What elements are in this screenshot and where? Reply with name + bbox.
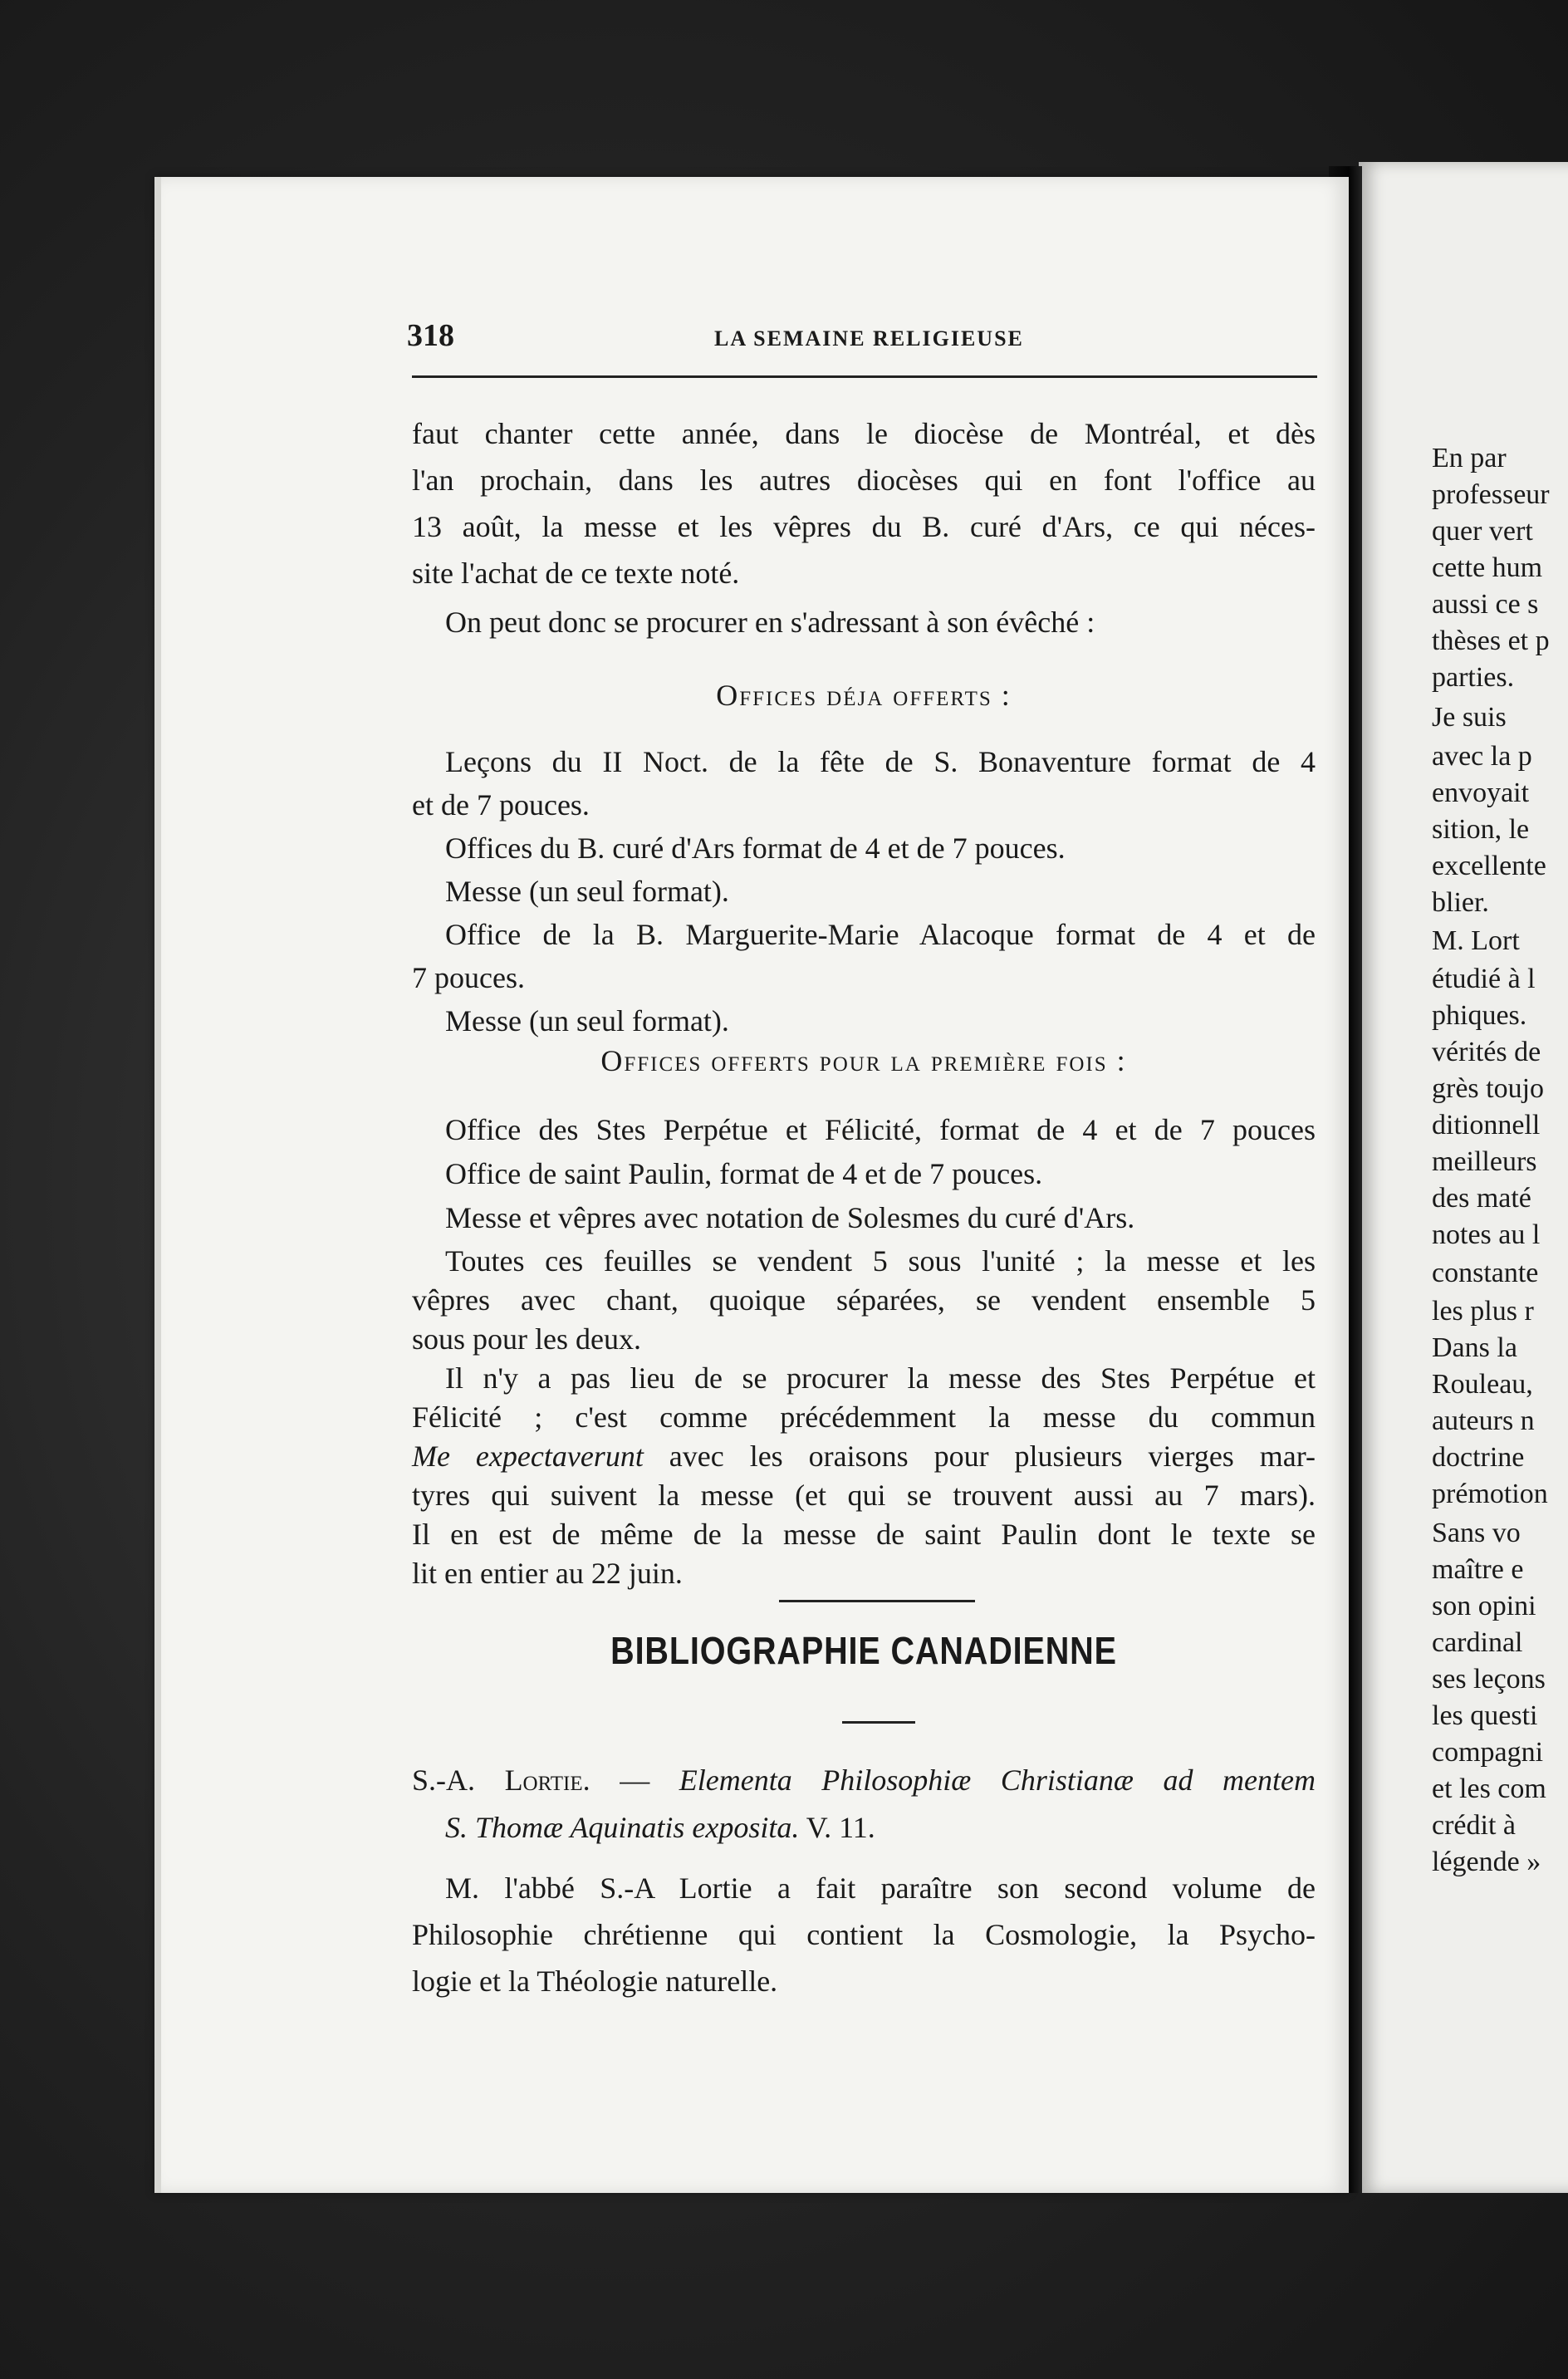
text-line: faut chanter cette année, dans le diocèse de Montréal, et dès	[412, 417, 1316, 450]
text-line: Philosophie chrétienne qui contient la Cosmologie, la Psycho-	[412, 1918, 1316, 1951]
right-page-fragment: Je suis	[1432, 702, 1507, 733]
right-page-fragment: compagni	[1432, 1736, 1544, 1768]
right-page-fragment: étudié à l	[1432, 964, 1536, 994]
right-page-fragment: cette hum	[1432, 552, 1543, 583]
right-page-fragment: Sans vo	[1432, 1517, 1521, 1548]
right-page-fragment: crédit à	[1432, 1809, 1516, 1841]
work-title: Elementa Philosophiæ Christianæ ad mentem	[679, 1763, 1316, 1797]
running-title: LA SEMAINE RELIGIEUSE	[714, 326, 1024, 351]
right-page-fragment: des maté	[1432, 1183, 1531, 1214]
right-page-fragment: vérités de	[1432, 1037, 1541, 1067]
text-line: Leçons du II Noct. de la fête de S. Bonaventure format de 4	[445, 745, 1316, 778]
text-line: vêpres avec chant, quoique séparées, se vendent ensemble 5	[412, 1283, 1316, 1317]
text-line: Toutes ces feuilles se vendent 5 sous l'unité ; la messe et les	[445, 1244, 1316, 1278]
right-page-fragment: aussi ce s	[1432, 589, 1539, 620]
right-page-fragment: meilleurs	[1432, 1146, 1537, 1177]
right-page-fragment: En par	[1432, 443, 1507, 473]
right-page-fragment: ses leçons	[1432, 1663, 1546, 1695]
text-line: Messe et vêpres avec notation de Solesmes du curé d'Ars.	[445, 1201, 1135, 1234]
right-page-fragment: les plus r	[1432, 1296, 1534, 1327]
text-line: tyres qui suivent la messe (et qui se trouvent aussi au 7 mars).	[412, 1479, 1316, 1512]
right-page-fragment: sition, le	[1432, 813, 1530, 845]
text-line: Offices du B. curé d'Ars format de 4 et de 7 pouces.	[445, 831, 1066, 865]
right-page-fragment: avec la p	[1432, 740, 1532, 772]
section-heading-new: Offices offerts pour la première fois :	[600, 1044, 1127, 1077]
page-number: 318	[407, 318, 454, 353]
right-page-fragment: prémotion	[1432, 1479, 1548, 1510]
text-line: Messe (un seul format).	[445, 875, 729, 908]
right-page-fragment: Rouleau,	[1432, 1369, 1533, 1400]
right-page-fragment: les questi	[1432, 1700, 1538, 1731]
right-page-fragment: parties.	[1432, 662, 1515, 693]
right-page-fragment: notes au l	[1432, 1219, 1541, 1250]
right-page-fragment: maître e	[1432, 1553, 1524, 1585]
text-line: Office de la B. Marguerite-Marie Alacoque format de 4 et de	[445, 918, 1316, 951]
right-page-fragment: thèses et p	[1432, 625, 1550, 656]
section-heading-offered: Offices déja offerts :	[716, 679, 1012, 712]
bibliography-entry-line	[412, 1759, 1316, 1801]
text-line: M. l'abbé S.-A Lortie a fait paraître son second volume de	[445, 1871, 1316, 1905]
right-page-fragment: blier.	[1432, 886, 1489, 918]
right-page-fragment: M. Lort	[1432, 925, 1520, 956]
right-page-fragment: ditionnell	[1432, 1110, 1541, 1140]
text-line: Il n'y a pas lieu de se procurer la messe des Stes Perpétue et	[445, 1361, 1316, 1395]
text-line: Il en est de même de la messe de saint Paulin dont le texte se	[412, 1518, 1316, 1551]
right-page-fragment: légende »	[1432, 1846, 1541, 1877]
right-page-fragment: doctrine	[1432, 1442, 1525, 1474]
right-page-fragment: excellente	[1432, 850, 1546, 881]
text-line: Office des Stes Perpétue et Félicité, format de 4 et de 7 pouces	[445, 1113, 1316, 1146]
right-page-fragment: grès toujo	[1432, 1073, 1545, 1104]
section-separator	[779, 1600, 975, 1602]
header-rule	[412, 375, 1317, 378]
text-line: Félicité ; c'est comme précédemment la messe du commun	[412, 1400, 1316, 1434]
dash: —	[590, 1763, 679, 1797]
right-page-fragment: professeur	[1432, 479, 1550, 510]
bibliography-entry-line	[445, 1807, 1316, 1848]
text-line: sous pour les deux.	[412, 1322, 641, 1356]
right-page-fragment: quer vert	[1432, 516, 1533, 547]
work-title-continued: S. Thomæ Aquinatis exposita.	[445, 1811, 800, 1844]
text-line	[412, 1435, 1316, 1477]
text-line: 13 août, la messe et les vêpres du B. curé d'Ars, ce qui néces-	[412, 510, 1316, 543]
right-page-fragment: phiques.	[1432, 1000, 1527, 1031]
text-line: et de 7 pouces.	[412, 788, 590, 822]
volume: V. 11.	[806, 1811, 875, 1844]
right-page-fragment: son opini	[1432, 1590, 1536, 1621]
text-line: On peut donc se procurer en s'adressant à son évêché :	[445, 606, 1095, 639]
text-line: Messe (un seul format).	[445, 1004, 729, 1037]
text-line: Office de saint Paulin, format de 4 et de 7 pouces.	[445, 1157, 1043, 1190]
right-page-fragment: constante	[1432, 1258, 1539, 1289]
right-page-fragment: et les com	[1432, 1773, 1546, 1804]
text-line: l'an prochain, dans les autres diocèses qui en font l'office au	[412, 464, 1316, 497]
section-title: BIBLIOGRAPHIE CANADIENNE	[610, 1629, 1117, 1672]
right-page-fragment: cardinal	[1432, 1626, 1523, 1658]
text-fragment: avec les oraisons pour plusieurs vierges mar-	[669, 1440, 1316, 1473]
italic-incipit: Me expectaverunt	[412, 1440, 644, 1473]
text-line: lit en entier au 22 juin.	[412, 1557, 683, 1590]
title-underline	[842, 1721, 915, 1724]
right-page-fragment: envoyait	[1432, 777, 1530, 808]
text-line: site l'achat de ce texte noté.	[412, 557, 740, 590]
right-page-fragment: Dans la	[1432, 1332, 1517, 1364]
author-name: S.-A. Lortie.	[412, 1763, 590, 1797]
text-line: 7 pouces.	[412, 961, 525, 994]
right-page-fragment: auteurs n	[1432, 1405, 1535, 1437]
text-line: logie et la Théologie naturelle.	[412, 1965, 778, 1998]
